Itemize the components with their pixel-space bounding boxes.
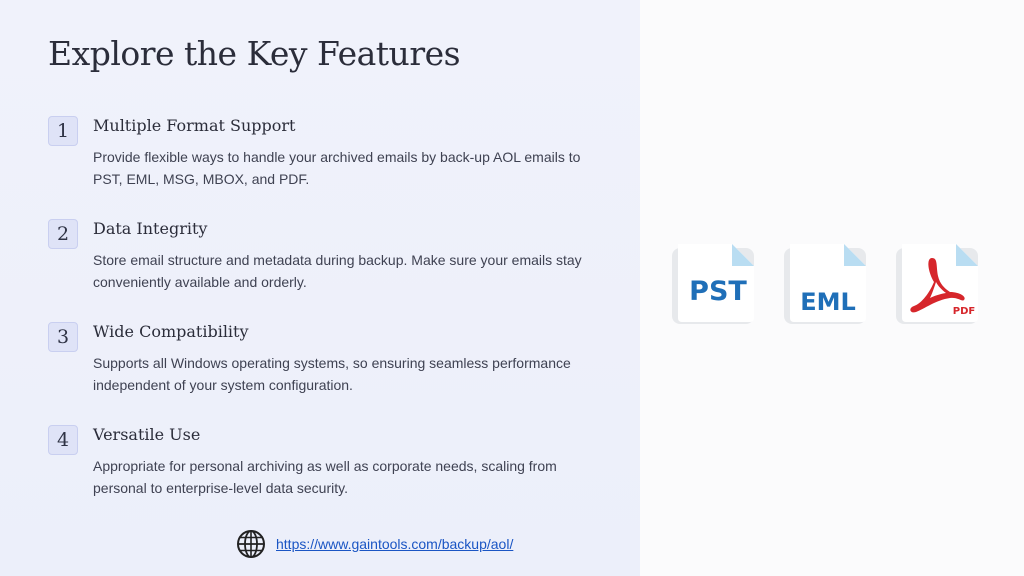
feature-number: 1 [48, 116, 78, 146]
globe-icon [236, 529, 266, 559]
feature-description: Store email structure and metadata during backup. Make sure your emails stay conveniently available and orderly. [93, 252, 582, 290]
feature-title: Versatile Use [93, 425, 201, 444]
feature-title: Multiple Format Support [93, 116, 296, 135]
pdf-file-icon [892, 242, 982, 328]
footer [236, 529, 513, 559]
feature-title: Wide Compatibility [93, 322, 249, 341]
pdf-label: PDF [952, 306, 976, 317]
pst-label: PST [689, 276, 747, 307]
feature-number: 3 [48, 322, 78, 352]
feature-number: 4 [48, 425, 78, 455]
feature-description: Provide flexible ways to handle your archived emails by back-up AOL emails to PST, EML, MSG, MBOX, and PDF. [93, 149, 581, 187]
eml-label: EML [800, 288, 856, 316]
website-link[interactable]: https://www.gaintools.com/backup/aol/ [276, 536, 514, 552]
feature-number: 2 [48, 219, 78, 249]
feature-title: Data Integrity [93, 219, 208, 238]
eml-file-icon [780, 242, 870, 328]
feature-description: Supports all Windows operating systems, so ensuring seamless performance independent of your system configuration. [93, 355, 571, 393]
page-title: Explore the Key Features [48, 34, 461, 73]
feature-description: Appropriate for personal archiving as well as corporate needs, scaling from personal to enterprise-level data security. [93, 458, 557, 496]
pst-file-icon [668, 242, 758, 328]
